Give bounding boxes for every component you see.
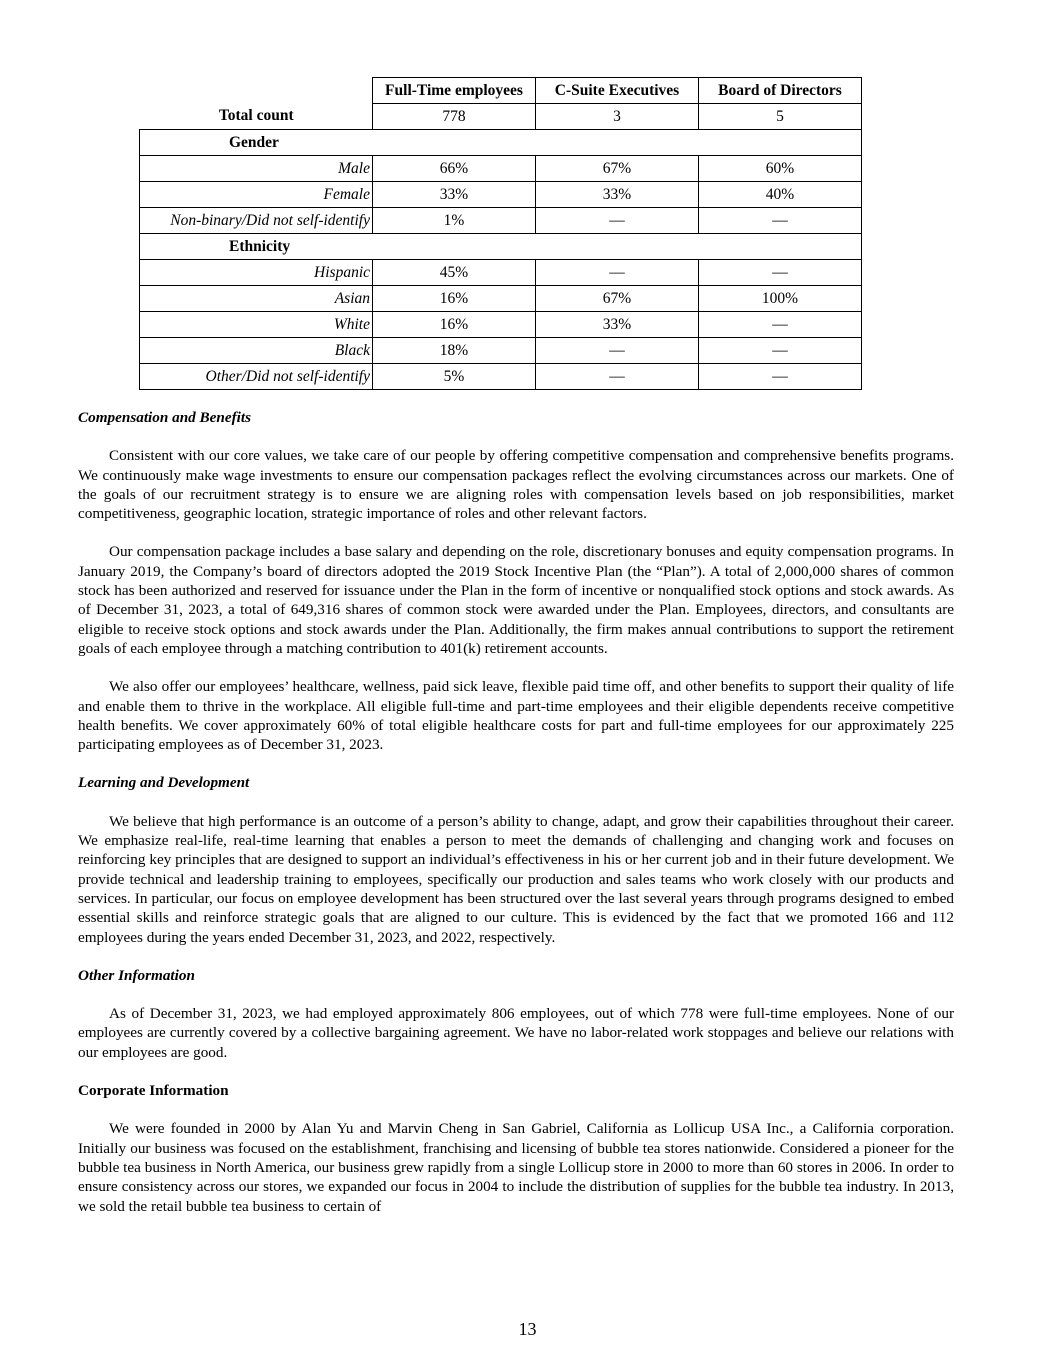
table-row (140, 156, 862, 182)
table-row (140, 260, 862, 286)
column-header-board: Board of Directors (699, 78, 862, 104)
compensation-paragraph-3: We also offer our employees’ healthcare, wellness, paid sick leave, flexible paid time off, and other benefits to support their quality of life and enable them to thrive in the workplace. All eligible full-time and part-time employees and their eligible dependents receive competitive health benefits. We cover approximately 60% of total eligible healthcare costs for part and full-time employees for our approximately 225 participating employees as of December 31, 2023. (78, 678, 954, 754)
table-cell: 40% (699, 182, 862, 208)
row-label: Other/Did not self-identify (140, 364, 373, 390)
compensation-paragraph-2: Our compensation package includes a base salary and depending on the role, discretionary bonuses and equity compensation programs. In January 2019, the Company’s board of directors adopted the 2019 Stock Incentive Plan (the “Plan”). A total of 2,000,000 shares of common stock has been authorized and reserved for issuance under the Plan in the form of incentive or nonqualified stock options and stock awards. As of December 31, 2023, a total of 649,316 shares of common stock were awarded under the Plan. Employees, directors, and consultants are eligible to receive stock options and stock awards under the Plan. Additionally, the firm makes annual contributions to support the retirement goals of each employee through a matching contribution to 401(k) retirement accounts. (78, 543, 954, 657)
total-count-row (140, 104, 862, 130)
compensation-paragraph-1: Consistent with our core values, we take care of our people by offering competitive compensation and comprehensive benefits programs. We continuously make wage investments to ensure our compensation packages reflect the evolving circumstances across our markets. One of the goals of our recruitment strategy is to ensure we are aligning roles with compensation levels based on job responsibilities, market competitiveness, geographic location, strategic importance of roles and other relevant factors. (78, 447, 954, 523)
table-cell: 778 (373, 104, 536, 130)
table-cell: 45% (373, 260, 536, 286)
table-cell: 33% (536, 312, 699, 338)
table-cell: — (536, 208, 699, 234)
table-cell: — (699, 364, 862, 390)
table-cell: 67% (536, 156, 699, 182)
table-row (140, 338, 862, 364)
corporate-information-heading: Corporate Information (78, 1082, 229, 1100)
ethnicity-section-row (140, 234, 862, 260)
table-cell: — (536, 260, 699, 286)
learning-heading: Learning and Development (78, 774, 250, 792)
gender-section-row (140, 130, 862, 156)
row-label: Hispanic (140, 260, 373, 286)
column-header-c-suite: C-Suite Executives (536, 78, 699, 104)
corporate-information-paragraph-1: We were founded in 2000 by Alan Yu and Marvin Cheng in San Gabriel, California as Lollicup USA Inc., a California corporation. Initially our business was focused on the establishment, franchising and licensing of bubble tea stores nationwide. Considered a pioneer for the bubble tea business in North America, our business grew rapidly from a single Lollicup store in 2000 to more than 60 stores in 2006. In order to ensure consistency across our stores, we expanded our focus in 2004 to include the distribution of supplies for the bubble tea industry. In 2013, we sold the retail bubble tea business to certain of (78, 1120, 954, 1215)
row-label: Male (140, 156, 373, 182)
table-cell: — (699, 208, 862, 234)
table-cell: 18% (373, 338, 536, 364)
table-cell: 1% (373, 208, 536, 234)
table-cell: 16% (373, 312, 536, 338)
table-cell: 100% (699, 286, 862, 312)
table-cell: — (699, 338, 862, 364)
table-cell: 16% (373, 286, 536, 312)
other-information-paragraph-1: As of December 31, 2023, we had employed approximately 806 employees, out of which 778 were full-time employees. None of our employees are currently covered by a collective bargaining agreement. We have no labor-related work stoppages and believe our relations with our employees are good. (78, 1005, 954, 1061)
workforce-demographics-table (139, 77, 862, 390)
table-row (140, 286, 862, 312)
row-label: Black (140, 338, 373, 364)
document-body (78, 408, 954, 1216)
page-number: 13 (518, 1319, 537, 1339)
table-cell: 33% (536, 182, 699, 208)
row-label: Female (140, 182, 373, 208)
learning-paragraph-1: We believe that high performance is an outcome of a person’s ability to change, adapt, and grow their capabilities throughout their career. We emphasize real-life, real-time learning that enables a person to meet the demands of challenging and changing work and focuses on reinforcing key principles that are designed to support an individual’s effectiveness in his or her current job and in their future development. We provide technical and leadership training to employees, specifically our production and sales teams who work closely with our products and services. In particular, our focus on employee development has been structured over the last several years through programs designed to embed essential skills and reinforce strategic goals that are aligned to our culture. This is evidenced by the fact that we promoted 166 and 112 employees during the years ended December 31, 2023, and 2022, respectively. (78, 812, 954, 946)
section-title: Gender (140, 130, 862, 156)
table-cell: 60% (699, 156, 862, 182)
table-cell: 5 (699, 104, 862, 130)
table-cell: — (536, 338, 699, 364)
table-header-row (140, 78, 862, 104)
compensation-heading: Compensation and Benefits (78, 409, 251, 426)
table-cell: 5% (373, 364, 536, 390)
table-row (140, 312, 862, 338)
table-cell: 67% (536, 286, 699, 312)
table-cell: — (536, 364, 699, 390)
table-row (140, 182, 862, 208)
section-title: Ethnicity (140, 234, 862, 260)
row-label: White (140, 312, 373, 338)
other-information-heading: Other Information (78, 966, 195, 984)
table-cell: 66% (373, 156, 536, 182)
table-cell: — (699, 312, 862, 338)
column-header-full-time: Full-Time employees (373, 78, 536, 104)
table-row (140, 208, 862, 234)
table-cell: 33% (373, 182, 536, 208)
table-cell: 3 (536, 104, 699, 130)
table-cell: — (699, 260, 862, 286)
table-corner-cell (140, 78, 373, 104)
row-label: Non-binary/Did not self-identify (140, 208, 373, 234)
row-label: Total count (140, 104, 373, 130)
table-row (140, 364, 862, 390)
row-label: Asian (140, 286, 373, 312)
